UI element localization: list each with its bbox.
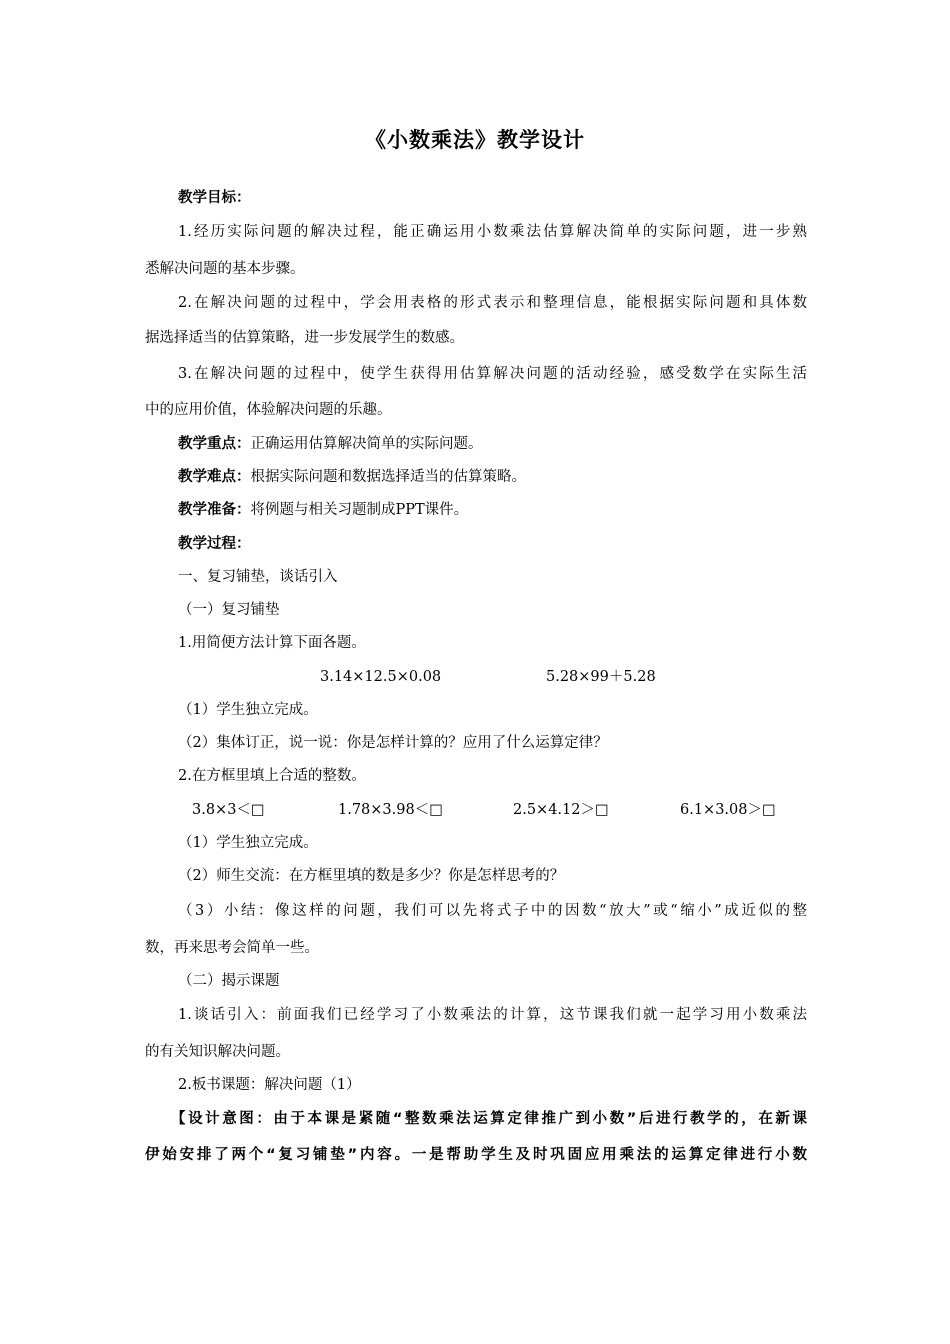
difficulty bbox=[178, 467, 807, 487]
board-title: 2.板书课题：解决问题（1） bbox=[178, 1077, 361, 1093]
q2-step-2: （2）师生交流：在方框里填的数是多少？你是怎样思考的？ bbox=[178, 868, 565, 884]
section-1-heading: 一、复习铺垫，谈话引入 bbox=[178, 569, 338, 585]
preparation-label: 教学准备： bbox=[178, 502, 251, 518]
preparation bbox=[178, 500, 807, 520]
q2-summary-line-2: 数，再来思考会简单一些。 bbox=[145, 940, 319, 956]
q2-expression-3: 2.5×4.12＞□ bbox=[513, 802, 609, 818]
q2-step-1: （1）学生独立完成。 bbox=[178, 835, 318, 851]
q1-expression-1: 3.14×12.5×0.08 bbox=[320, 669, 442, 685]
goal-3-line-1: 3.在解决问题的过程中，使学生获得用估算解决问题的活动经验，感受数学在实际生活 bbox=[178, 366, 807, 382]
q2-expression-4: 6.1×3.08＞□ bbox=[680, 802, 776, 818]
subsection-1-heading: （一）复习铺垫 bbox=[178, 602, 280, 618]
difficulty-label: 教学难点： bbox=[178, 469, 251, 485]
q1-step-1: （1）学生独立完成。 bbox=[178, 702, 318, 718]
goal-3-line-2: 中的应用价值，体验解决问题的乐趣。 bbox=[145, 402, 392, 418]
question-1: 1.用简便方法计算下面各题。 bbox=[178, 635, 366, 651]
design-intent-line-2: 伊始安排了两个“复习铺垫”内容。一是帮助学生及时巩固应用乘法的运算定律进行小数 bbox=[145, 1147, 807, 1163]
document-title: 《小数乘法》教学设计 bbox=[365, 128, 585, 152]
q1-step-2: （2）集体订正，说一说：你是怎样计算的？应用了什么运算定律？ bbox=[178, 735, 608, 751]
goal-1-line-2: 悉解决问题的基本步骤。 bbox=[145, 261, 305, 277]
subsection-2-heading: （二）揭示课题 bbox=[178, 973, 280, 989]
q2-summary-line-1: （3）小结：像这样的问题，我们可以先将式子中的因数“放大”或“缩小”成近似的整 bbox=[178, 903, 807, 919]
q2-expression-1: 3.8×3＜□ bbox=[192, 802, 265, 818]
q2-expression-2: 1.78×3.98＜□ bbox=[338, 802, 443, 818]
key-point bbox=[178, 434, 807, 454]
intro-line-2: 的有关知识解决问题。 bbox=[145, 1044, 290, 1060]
goal-2-line-1: 2.在解决问题的过程中，学会用表格的形式表示和整理信息，能根据实际问题和具体数 bbox=[178, 295, 807, 311]
design-intent-line-1: 【设计意图：由于本课是紧随“整数乘法运算定律推广到小数”后进行教学的，在新课 bbox=[171, 1111, 807, 1127]
goals-heading: 教学目标： bbox=[178, 190, 251, 206]
question-2: 2.在方框里填上合适的整数。 bbox=[178, 768, 366, 784]
intro-line-1: 1.谈话引入：前面我们已经学习了小数乘法的计算，这节课我们就一起学习用小数乘法 bbox=[178, 1007, 807, 1023]
key-point-text: 正确运用估算解决简单的实际问题。 bbox=[250, 436, 483, 452]
process-heading: 教学过程： bbox=[178, 536, 251, 552]
q1-expression-2: 5.28×99＋5.28 bbox=[546, 669, 656, 685]
goal-1-line-1: 1.经历实际问题的解决过程，能正确运用小数乘法估算解决简单的实际问题，进一步熟 bbox=[178, 224, 807, 240]
goal-2-line-2: 据选择适当的估算策略，进一步发展学生的数感。 bbox=[145, 330, 464, 346]
preparation-text: 将例题与相关习题制成PPT课件。 bbox=[250, 502, 469, 518]
key-point-label: 教学重点： bbox=[178, 436, 251, 452]
difficulty-text: 根据实际问题和数据选择适当的估算策略。 bbox=[250, 469, 526, 485]
